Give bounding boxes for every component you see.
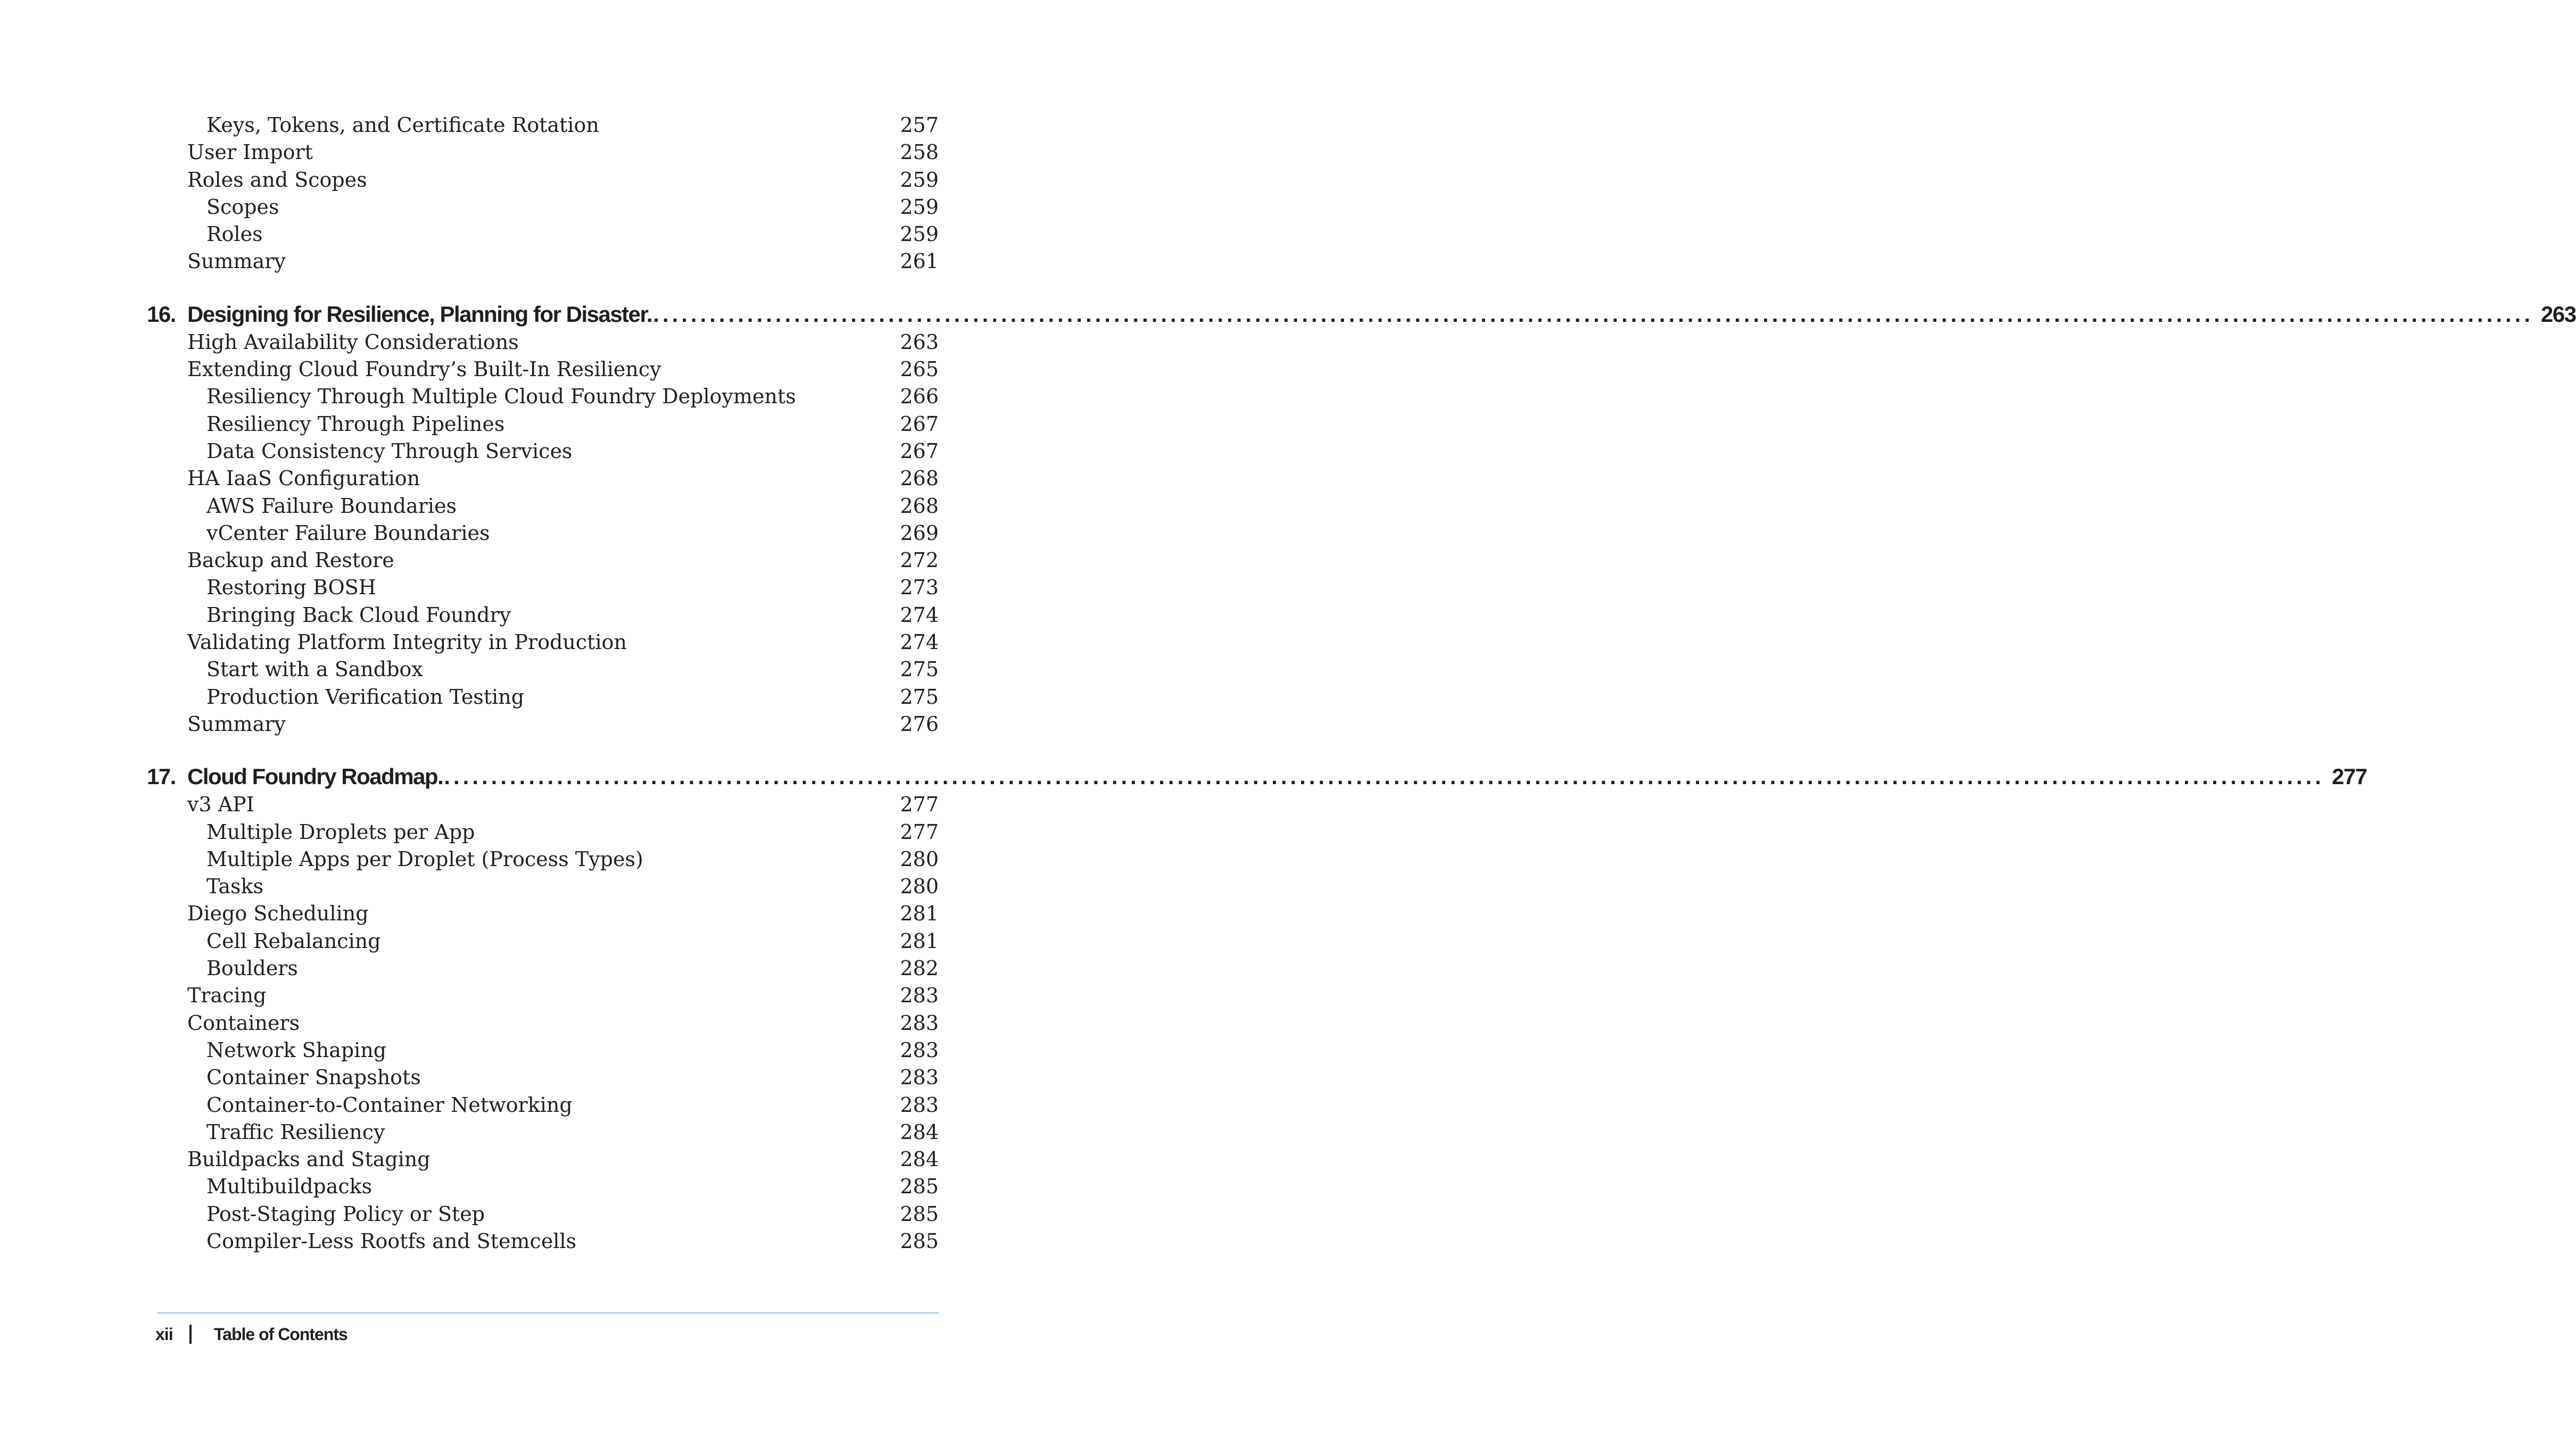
toc-subsection-entry[interactable]: [0, 221, 1090, 248]
entry-page-number: 280: [900, 875, 939, 899]
chapter-page-number: 263: [2541, 301, 2576, 327]
toc-section-entry[interactable]: [0, 982, 1090, 1009]
entry-page-number: 259: [900, 222, 939, 246]
toc-subsection-entry[interactable]: [0, 602, 1090, 629]
toc-subsection-entry[interactable]: [0, 438, 1090, 465]
toc-subsection-entry[interactable]: [0, 112, 1090, 139]
entry-title: Tasks: [206, 875, 264, 899]
entry-title: Summary: [187, 712, 286, 736]
entry-page-number: 284: [900, 1148, 939, 1171]
entry-page-number: 283: [900, 984, 939, 1008]
entry-page-number: 285: [900, 1175, 939, 1199]
entry-title: Resiliency Through Pipelines: [206, 412, 505, 436]
entry-title: AWS Failure Boundaries: [206, 494, 457, 518]
entry-title: v3 API: [187, 793, 254, 817]
dot-leader: ........................................................................................................................................................................................................: [444, 764, 2325, 789]
entry-title: Validating Platform Integrity in Production: [187, 630, 627, 654]
entry-title: Backup and Restore: [187, 548, 394, 572]
entry-page-number: 266: [900, 385, 939, 409]
toc-subsection-entry[interactable]: [0, 819, 1090, 846]
entry-title: Multiple Apps per Droplet (Process Types): [206, 847, 643, 871]
entry-page-number: 259: [900, 195, 939, 219]
entry-title: Multibuildpacks: [206, 1175, 372, 1199]
toc-subsection-entry[interactable]: [0, 684, 1090, 711]
toc-section-entry[interactable]: [0, 248, 1090, 275]
entry-title: HA IaaS Configuration: [187, 467, 420, 490]
toc-section-entry[interactable]: [0, 900, 1090, 927]
entry-title: Extending Cloud Foundry’s Built-In Resiliency: [187, 358, 661, 381]
toc-subsection-entry[interactable]: [0, 928, 1090, 955]
chapter-page-number: 277: [2332, 764, 2367, 789]
entry-title: Keys, Tokens, and Certificate Rotation: [206, 113, 599, 137]
toc-section-entry[interactable]: [0, 139, 1090, 166]
entry-page-number: 272: [900, 548, 939, 572]
chapter-number: 16.: [147, 301, 176, 327]
entry-title: Container Snapshots: [206, 1066, 421, 1090]
entry-title: User Import: [187, 140, 313, 164]
toc-subsection-entry[interactable]: [0, 1173, 1090, 1200]
entry-title: Compiler-Less Rootfs and Stemcells: [206, 1229, 577, 1253]
entry-title: Scopes: [206, 195, 279, 219]
entry-title: High Availability Considerations: [187, 330, 519, 354]
entry-page-number: 268: [900, 494, 939, 518]
toc-section-entry[interactable]: [0, 329, 1090, 356]
entry-title: Bringing Back Cloud Foundry: [206, 603, 511, 627]
chapter-title: Cloud Foundry Roadmap.: [187, 764, 443, 789]
toc-subsection-entry[interactable]: [0, 1037, 1090, 1064]
entry-page-number: 274: [900, 603, 939, 627]
entry-page-number: 283: [900, 1093, 939, 1117]
entry-page-number: 283: [900, 1066, 939, 1090]
entry-page-number: 259: [900, 168, 939, 192]
entry-title: Start with a Sandbox: [206, 658, 423, 681]
entry-page-number: 277: [900, 793, 939, 817]
entry-title: Production Verification Testing: [206, 685, 525, 709]
entry-page-number: 258: [900, 140, 939, 164]
chapter-title: Designing for Resilience, Planning for Disaster.: [187, 301, 652, 327]
entry-page-number: 267: [900, 439, 939, 463]
entry-page-number: 283: [900, 1038, 939, 1062]
toc-subsection-entry[interactable]: [0, 411, 1090, 438]
toc-section-entry[interactable]: [0, 791, 1090, 818]
entry-page-number: 268: [900, 467, 939, 490]
entry-title: Roles: [206, 222, 263, 246]
entry-title: Boulders: [206, 957, 298, 980]
footer-section-title: Table of Contents: [214, 1325, 347, 1344]
entry-page-number: 285: [900, 1229, 939, 1253]
entry-page-number: 267: [900, 412, 939, 436]
entry-page-number: 281: [900, 902, 939, 926]
entry-page-number: 275: [900, 685, 939, 709]
entry-title: Roles and Scopes: [187, 168, 367, 192]
toc-subsection-entry[interactable]: [0, 656, 1090, 683]
entry-page-number: 277: [900, 820, 939, 844]
toc-section-entry[interactable]: [0, 711, 1090, 738]
toc-subsection-entry[interactable]: [0, 493, 1090, 520]
entry-page-number: 263: [900, 330, 939, 354]
entry-page-number: 276: [900, 712, 939, 736]
entry-title: Tracing: [187, 984, 267, 1008]
toc-section-entry[interactable]: [0, 629, 1090, 656]
toc-subsection-entry[interactable]: [0, 955, 1090, 982]
entry-title: Network Shaping: [206, 1038, 387, 1062]
toc-section-entry[interactable]: [0, 167, 1090, 194]
footer-rule: [158, 1312, 939, 1313]
entry-page-number: 284: [900, 1120, 939, 1144]
entry-title: Post-Staging Policy or Step: [206, 1202, 485, 1226]
toc-subsection-entry[interactable]: [0, 1119, 1090, 1146]
entry-title: Container-to-Container Networking: [206, 1093, 573, 1117]
entry-title: Buildpacks and Staging: [187, 1148, 430, 1171]
entry-page-number: 261: [900, 250, 939, 273]
toc-chapter-heading[interactable]: [0, 762, 2367, 791]
toc-subsection-entry[interactable]: [0, 1064, 1090, 1091]
entry-page-number: 269: [900, 521, 939, 545]
footer-separator: [189, 1325, 192, 1344]
toc-subsection-entry[interactable]: [0, 194, 1090, 221]
toc-subsection-entry[interactable]: [0, 1228, 1090, 1255]
entry-page-number: 283: [900, 1011, 939, 1035]
entry-title: Data Consistency Through Services: [206, 439, 573, 463]
toc-chapter-heading[interactable]: [0, 300, 2576, 329]
toc-subsection-entry[interactable]: [0, 383, 1090, 410]
entry-page-number: 282: [900, 957, 939, 980]
toc-section-entry[interactable]: [0, 465, 1090, 492]
entry-title: Resiliency Through Multiple Cloud Foundry Deployments: [206, 385, 796, 409]
toc-section-entry[interactable]: [0, 1146, 1090, 1173]
entry-page-number: 285: [900, 1202, 939, 1226]
entry-page-number: 257: [900, 113, 939, 137]
entry-title: Multiple Droplets per App: [206, 820, 475, 844]
page-footer: [0, 1321, 1090, 1347]
entry-title: Containers: [187, 1011, 300, 1035]
entry-page-number: 281: [900, 929, 939, 953]
chapter-number: 17.: [147, 764, 176, 789]
toc-subsection-entry[interactable]: [0, 846, 1090, 873]
entry-title: vCenter Failure Boundaries: [206, 521, 490, 545]
entry-title: Summary: [187, 250, 286, 273]
toc-section-entry[interactable]: [0, 1010, 1090, 1037]
entry-page-number: 265: [900, 358, 939, 381]
entry-page-number: 274: [900, 630, 939, 654]
toc-subsection-entry[interactable]: [0, 873, 1090, 900]
footer-page-number: xii: [155, 1325, 173, 1344]
entry-title: Traffic Resiliency: [206, 1120, 385, 1144]
table-of-contents: [0, 112, 2576, 1255]
entry-page-number: 280: [900, 847, 939, 871]
entry-title: Cell Rebalancing: [206, 929, 381, 953]
toc-subsection-entry[interactable]: [0, 574, 1090, 601]
toc-section-entry[interactable]: [0, 547, 1090, 574]
entry-page-number: 275: [900, 658, 939, 681]
toc-section-entry[interactable]: [0, 356, 1090, 383]
toc-subsection-entry[interactable]: [0, 1092, 1090, 1119]
toc-subsection-entry[interactable]: [0, 520, 1090, 547]
entry-title: Diego Scheduling: [187, 902, 369, 926]
dot-leader: ........................................................................................................................................................................................................: [653, 301, 2534, 327]
toc-subsection-entry[interactable]: [0, 1201, 1090, 1228]
entry-page-number: 273: [900, 576, 939, 600]
entry-title: Restoring BOSH: [206, 576, 376, 600]
